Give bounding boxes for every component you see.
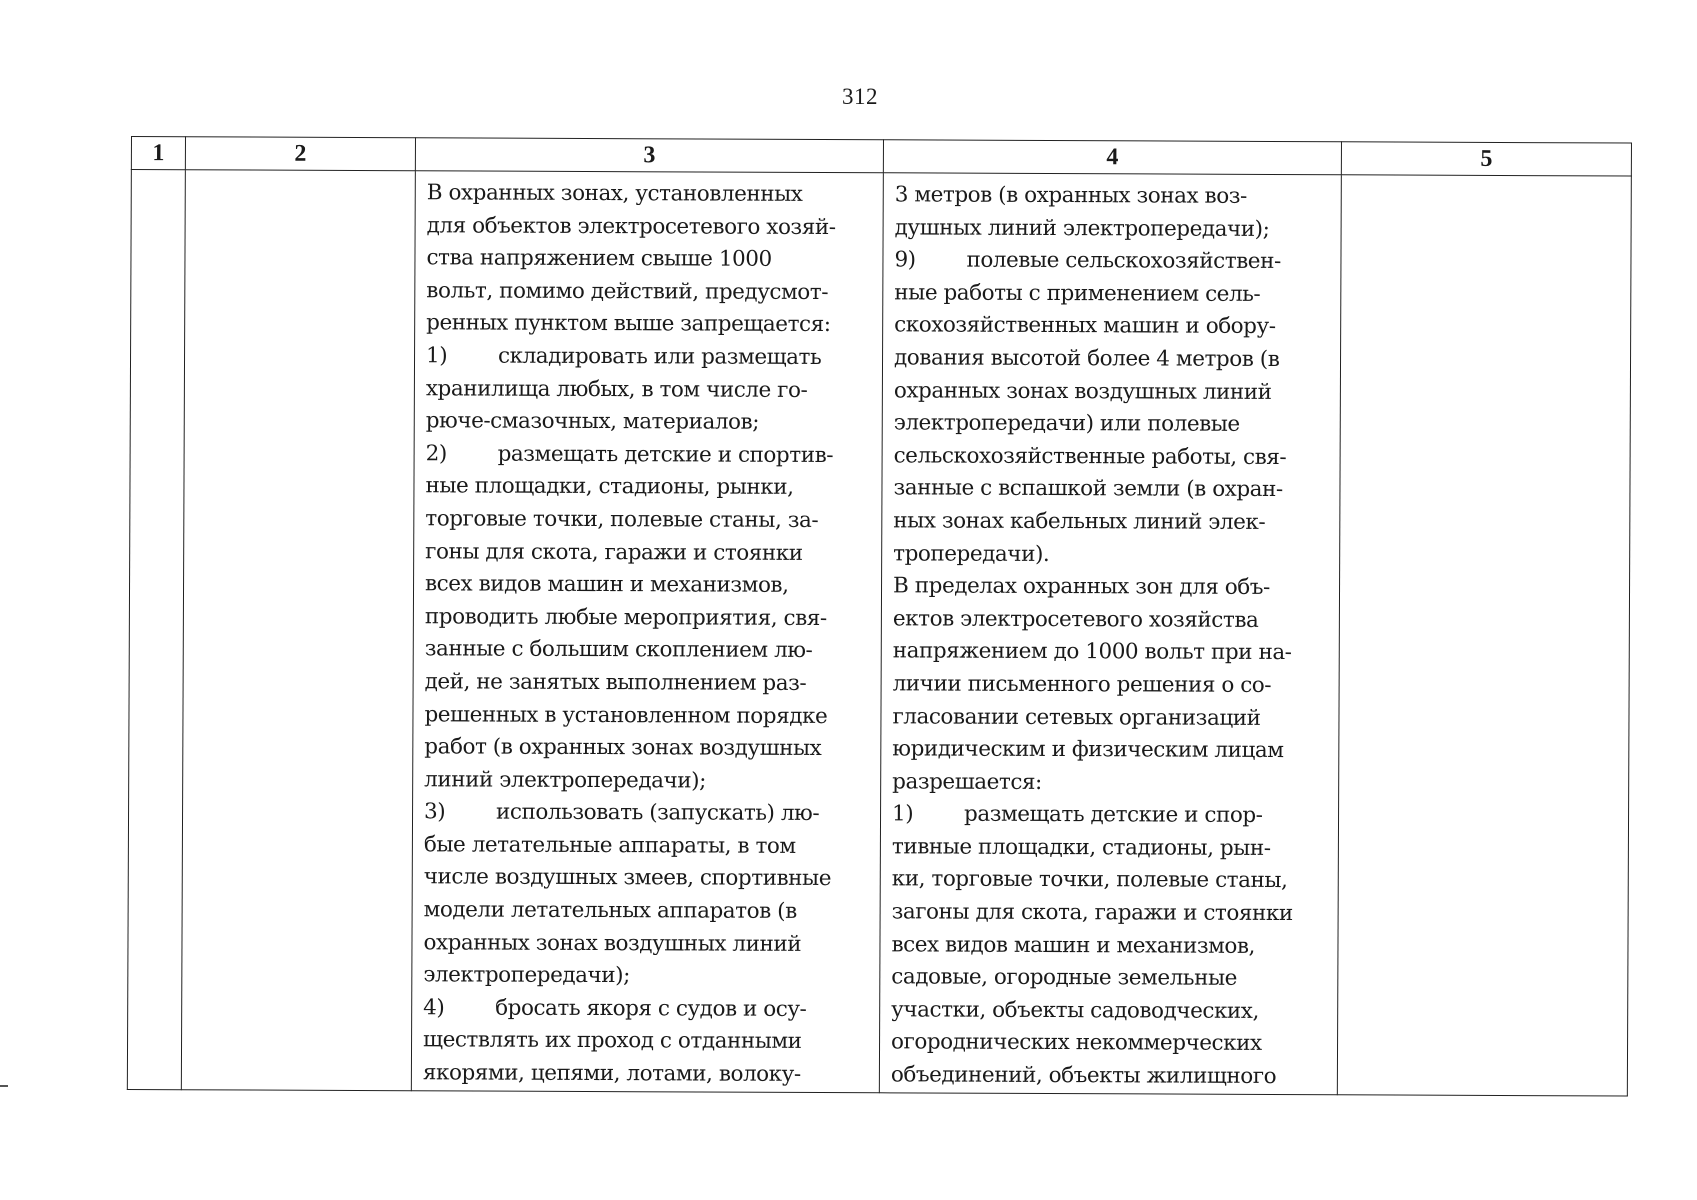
col3-text (412, 171, 883, 1092)
text-line: скохозяйственных машин и обору- (894, 312, 1276, 340)
text-line (892, 799, 1330, 834)
text-line: гласовании сетевых организаций (892, 703, 1261, 731)
text-line: объединений, объекты жилищного (890, 1062, 1277, 1090)
text-line: проводить любые мероприятия, свя- (424, 604, 827, 631)
text-line: ных зонах кабельных линий элек- (893, 508, 1266, 535)
list-item-text: размещать детские и спор- (963, 801, 1263, 829)
text-line: В пределах охранных зон для объ- (892, 573, 1270, 601)
text-line: дей, не занятых выполнением раз- (424, 669, 807, 696)
header-col-5: 5 (1341, 142, 1631, 176)
text-line: 3 метров (в охранных зонах воз- (894, 182, 1247, 209)
text-line: электропередачи); (423, 962, 630, 989)
text-line: ные площадки, стадионы, рынки, (425, 473, 794, 501)
cell-col-1 (127, 170, 185, 1090)
list-item-number: 3) (423, 799, 446, 825)
text-line: гоны для скота, гаражи и стоянки (425, 538, 803, 566)
text-line: ные работы с применением сель- (894, 280, 1261, 307)
text-line: занные с вспашкой земли (в охран- (893, 475, 1283, 503)
text-line: для объектов электросетевого хозяй- (426, 212, 836, 240)
text-line: вольт, помимо действий, предусмот- (426, 278, 829, 305)
list-item-number: 2) (425, 441, 447, 467)
text-line: бые летательные аппараты, в том (423, 832, 796, 859)
list-item-text: полевые сельскохозяйствен- (966, 247, 1281, 275)
text-line: работ (в охранных зонах воздушных (424, 734, 822, 762)
regulation-table (127, 136, 1632, 1096)
header-col-4: 4 (883, 140, 1341, 175)
text-line: юридическим и физическим лицам (892, 736, 1284, 764)
text-line: ектов электросетевого хозяйства (892, 606, 1259, 633)
text-line: торговые точки, полевые станы, за- (425, 506, 819, 533)
list-item-text: использовать (запускать) лю- (495, 799, 820, 827)
text-line: напряжением до 1000 вольт при на- (892, 638, 1292, 666)
text-line: разрешается: (892, 769, 1042, 795)
text-line: участки, объекты садоводческих, (891, 997, 1259, 1024)
text-line: ства напряжением свыше 1000 (426, 245, 772, 272)
text-line: занные с большим скоплением лю- (424, 636, 813, 664)
list-item-number: 1) (425, 343, 448, 369)
text-line: В охранных зонах, установленных (426, 180, 803, 207)
scan-margin-mark (0, 1085, 8, 1087)
list-item-number: 1) (891, 801, 914, 827)
col4-text (880, 173, 1341, 1094)
text-line: числе воздушных змеев, спортивные (423, 864, 832, 892)
text-line: душных линий электропередачи); (894, 214, 1270, 242)
text-line: рюче-смазочных, материалов; (425, 408, 760, 435)
text-line: всех видов машин и механизмов, (424, 571, 789, 598)
text-line: личии письменного решения о со- (892, 671, 1272, 698)
cell-col-4 (879, 173, 1341, 1095)
text-line: якорями, цепями, лотами, волоку- (422, 1060, 801, 1087)
table-row (127, 170, 1631, 1096)
header-col-3: 3 (415, 138, 883, 173)
list-item-number: 9) (894, 247, 916, 273)
text-line (426, 340, 874, 375)
text-line: решенных в установленном порядке (424, 701, 828, 729)
text-line: загоны для скота, гаражи и стоянки (891, 899, 1293, 927)
text-line: тропередачи). (893, 540, 1050, 567)
text-line: сельскохозяйственные работы, свя- (893, 443, 1287, 470)
text-line: охранных зонах воздушных линий (893, 377, 1272, 405)
cell-col-2 (181, 170, 415, 1091)
cell-col-5 (1337, 175, 1631, 1096)
header-col-1: 1 (131, 137, 185, 170)
text-line (894, 245, 1332, 280)
header-col-2: 2 (185, 137, 415, 171)
text-line: модели летательных аппаратов (в (423, 897, 797, 924)
text-line: электропередачи) или полевые (893, 410, 1240, 437)
text-line: тивные площадки, стадионы, рын- (891, 834, 1271, 861)
text-line (426, 438, 874, 473)
text-line: огороднических некоммерческих (890, 1029, 1262, 1057)
text-line: охранных зонах воздушных линий (423, 929, 802, 957)
text-line (423, 992, 871, 1027)
text-line: линий электропередачи); (424, 766, 706, 794)
list-item-text: размещать детские и спортив- (497, 441, 834, 468)
text-line: всех видов машин и механизмов, (891, 931, 1255, 959)
text-line: ки, торговые точки, полевые станы, (891, 866, 1288, 894)
text-line: хранилища любых, в том числе го- (425, 375, 808, 403)
text-line (424, 797, 872, 832)
list-item-number: 4) (423, 995, 445, 1021)
text-line: садовые, огородные земельные (891, 964, 1237, 992)
list-item-text: складировать или размещать (497, 343, 822, 370)
page-number: 312 (842, 84, 878, 109)
cell-col-3 (411, 171, 883, 1093)
list-item-text: бросать якоря с судов и осу- (495, 995, 807, 1022)
text-line: дования высотой более 4 метров (в (893, 345, 1280, 372)
text-line: ренных пунктом выше запрещается: (426, 310, 831, 338)
text-line: ществлять их проход с отданными (423, 1027, 802, 1055)
